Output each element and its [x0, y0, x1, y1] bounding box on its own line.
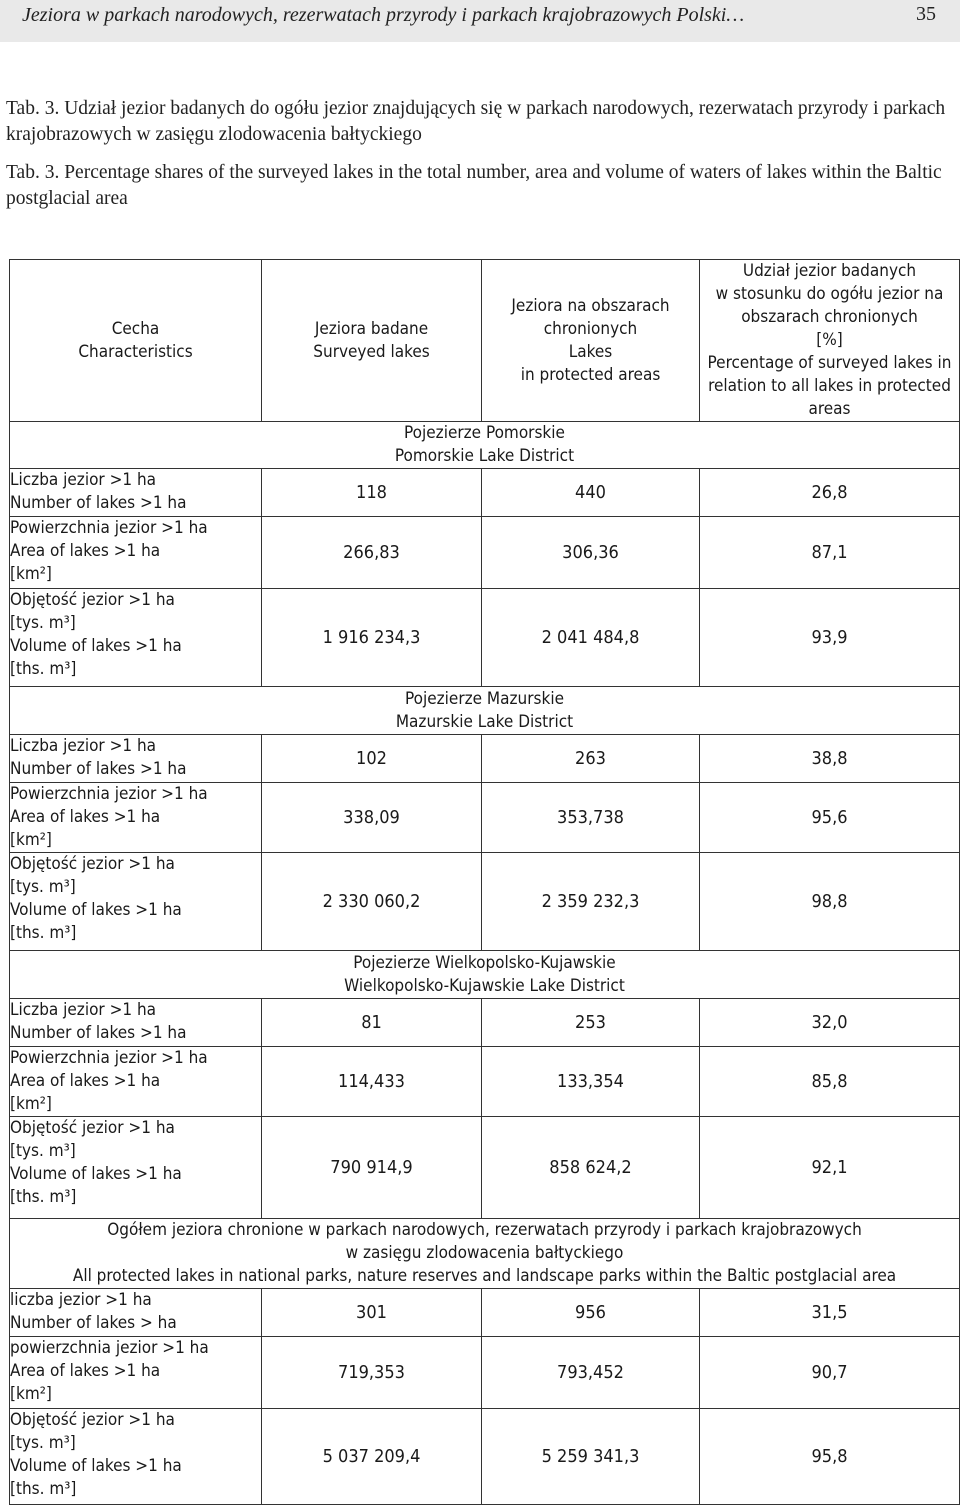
district-label: Pojezierze Pomorskie Pomorskie Lake District	[10, 422, 960, 469]
share-cell: 98,8	[700, 853, 960, 951]
protected-cell: 793,452	[482, 1337, 700, 1409]
feature-cell: Liczba jezior >1 ha Number of lakes >1 ha	[10, 469, 262, 517]
district-row	[10, 951, 960, 999]
protected-cell: 858 624,2	[482, 1117, 700, 1219]
district-row	[10, 687, 960, 735]
surveyed-cell: 114,433	[262, 1047, 482, 1117]
table-row	[10, 589, 960, 687]
protected-cell: 2 041 484,8	[482, 589, 700, 687]
table-body	[10, 422, 960, 1505]
column-header-share: Udział jezior badanych w stosunku do ogółu jezior na obszarach chronionych [%] Percentage of surveyed lakes in relation to all lakes in protected areas	[700, 260, 960, 422]
table-caption-english: Tab. 3. Percentage shares of the surveyed lakes in the total number, area and volume of waters of lakes within the Baltic postglacial area	[6, 162, 942, 209]
table-caption-polish: Tab. 3. Udział jezior badanych do ogółu jezior znajdujących się w parkach narodowych, rezerwatach przyrody i parkach krajobrazowych w zasięgu zlodowacenia bałtyckiego	[6, 98, 946, 145]
page-number: 35	[916, 3, 936, 25]
protected-cell: 440	[482, 469, 700, 517]
surveyed-cell: 790 914,9	[262, 1117, 482, 1219]
district-row	[10, 1219, 960, 1289]
share-cell: 38,8	[700, 735, 960, 783]
column-header-feature: Cecha Characteristics	[10, 260, 262, 422]
district-label: Ogółem jeziora chronione w parkach narodowych, rezerwatach przyrody i parkach krajobrazowych w zasięgu zlodowacenia bałtyckiego All protected lakes in national parks, nature reserves and landscape parks within the Baltic postglacial area	[10, 1219, 960, 1289]
table-row	[10, 1289, 960, 1337]
feature-cell: Powierzchnia jezior >1 ha Area of lakes >1 ha [km²]	[10, 783, 262, 853]
share-cell: 95,6	[700, 783, 960, 853]
table-row	[10, 783, 960, 853]
table-row	[10, 999, 960, 1047]
feature-cell: liczba jezior >1 ha Number of lakes > ha	[10, 1289, 262, 1337]
share-cell: 93,9	[700, 589, 960, 687]
surveyed-cell: 719,353	[262, 1337, 482, 1409]
protected-cell: 133,354	[482, 1047, 700, 1117]
table-header-row	[10, 260, 960, 422]
surveyed-cell: 338,09	[262, 783, 482, 853]
table-row	[10, 735, 960, 783]
share-cell: 32,0	[700, 999, 960, 1047]
surveyed-cell: 266,83	[262, 517, 482, 589]
column-header-protected: Jeziora na obszarach chronionych Lakes in protected areas	[482, 260, 700, 422]
table-row	[10, 1337, 960, 1409]
feature-cell: Objętość jezior >1 ha [tys. m³] Volume of lakes >1 ha [ths. m³]	[10, 1117, 262, 1219]
feature-cell: Objętość jezior >1 ha [tys. m³] Volume of lakes >1 ha [ths. m³]	[10, 1409, 262, 1505]
feature-cell: Liczba jezior >1 ha Number of lakes >1 ha	[10, 735, 262, 783]
protected-cell: 353,738	[482, 783, 700, 853]
lakes-table	[9, 259, 960, 1505]
surveyed-cell: 5 037 209,4	[262, 1409, 482, 1505]
feature-cell: powierzchnia jezior >1 ha Area of lakes >1 ha [km²]	[10, 1337, 262, 1409]
table-row	[10, 469, 960, 517]
share-cell: 87,1	[700, 517, 960, 589]
share-cell: 95,8	[700, 1409, 960, 1505]
district-label: Pojezierze Mazurskie Mazurskie Lake District	[10, 687, 960, 735]
feature-cell: Powierzchnia jezior >1 ha Area of lakes >1 ha [km²]	[10, 517, 262, 589]
protected-cell: 263	[482, 735, 700, 783]
protected-cell: 253	[482, 999, 700, 1047]
table-row	[10, 1117, 960, 1219]
feature-cell: Powierzchnia jezior >1 ha Area of lakes >1 ha [km²]	[10, 1047, 262, 1117]
protected-cell: 5 259 341,3	[482, 1409, 700, 1505]
surveyed-cell: 301	[262, 1289, 482, 1337]
protected-cell: 306,36	[482, 517, 700, 589]
running-header	[0, 0, 960, 42]
table-row	[10, 853, 960, 951]
district-row	[10, 422, 960, 469]
share-cell: 92,1	[700, 1117, 960, 1219]
table-row	[10, 517, 960, 589]
surveyed-cell: 118	[262, 469, 482, 517]
surveyed-cell: 2 330 060,2	[262, 853, 482, 951]
feature-cell: Objętość jezior >1 ha [tys. m³] Volume of lakes >1 ha [ths. m³]	[10, 853, 262, 951]
table-row	[10, 1047, 960, 1117]
feature-cell: Liczba jezior >1 ha Number of lakes >1 ha	[10, 999, 262, 1047]
column-header-surveyed: Jeziora badane Surveyed lakes	[262, 260, 482, 422]
district-label: Pojezierze Wielkopolsko-Kujawskie Wielkopolsko-Kujawskie Lake District	[10, 951, 960, 999]
feature-cell: Objętość jezior >1 ha [tys. m³] Volume of lakes >1 ha [ths. m³]	[10, 589, 262, 687]
table-row	[10, 1409, 960, 1505]
share-cell: 26,8	[700, 469, 960, 517]
surveyed-cell: 81	[262, 999, 482, 1047]
share-cell: 31,5	[700, 1289, 960, 1337]
share-cell: 90,7	[700, 1337, 960, 1409]
protected-cell: 2 359 232,3	[482, 853, 700, 951]
running-title: Jeziora w parkach narodowych, rezerwatach przyrody i parkach krajobrazowych Polski…	[22, 4, 745, 26]
surveyed-cell: 1 916 234,3	[262, 589, 482, 687]
share-cell: 85,8	[700, 1047, 960, 1117]
surveyed-cell: 102	[262, 735, 482, 783]
protected-cell: 956	[482, 1289, 700, 1337]
